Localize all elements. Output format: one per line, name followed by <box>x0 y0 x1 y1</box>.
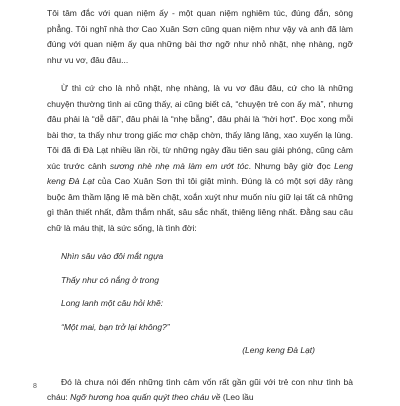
verse-line-3: Long lanh một câu hỏi khẽ: <box>61 298 164 308</box>
verse-line-4: “Một mai, bạn trở lại không?” <box>61 321 170 332</box>
verse-attribution: (Leng keng Đà Lạt) <box>242 345 315 355</box>
paragraph-3-text-b: (Leo lầu <box>220 392 254 402</box>
page-number: 8 <box>33 383 37 390</box>
paragraph-gap <box>47 68 353 81</box>
paragraph-2 <box>47 81 353 236</box>
paragraph-1 <box>47 6 353 68</box>
paragraph-2-italic-1: sương nhè nhẹ mà làm em ướt tóc <box>109 160 249 171</box>
verse-gap-top <box>47 236 353 249</box>
paragraph-2-text-a: Ừ thì cứ cho là nhỏ nhặt, nhẹ nhàng, là vu vơ đâu đâu, cứ cho là những chuyện thường tình ai cũng thấy, ai cũng biết cả, “chuyện trẻ con ấy mà”, nhưng đâu phải là “dễ dãi”, đâu phải là “nhẹ bẫng”, đâu phải là “hời hợt”. Đọc xong mỗi bài thơ, ta thấy như trong giấc mơ chập chờn, thấy lâng lâng, xao xuyến lạ lùng. Tôi đã đi Đà Lạt nhiều lần rồi, từ những ngày đầu tiên sau giải phóng, cũng cảm xúc trước cảnh <box>47 83 353 171</box>
paragraph-2-text-c: của Cao Xuân Sơn thì tôi giật mình. Đúng là có một sợi dây ràng buộc âm thầm lặng lẽ mà bền chặt, xoắn xuýt như muốn níu giữ lại tất cả những gì thân thiết nhất, đằm thắm nhất, sâu sắc nhất, thiêng liêng nhất. Đằng sau câu chữ là máu thịt, là sức sống, là tình đời: <box>47 176 353 233</box>
text-column <box>47 6 353 406</box>
verse-gap-bottom <box>47 359 353 375</box>
paragraph-3 <box>47 375 353 406</box>
paragraph-2-italic-2: Leng keng Đà Lạt <box>47 160 354 186</box>
paragraph-3-italic: Ngỡ hương hoa quấn quýt theo cháu về <box>70 392 221 402</box>
paragraph-1-text: Tôi tâm đắc với quan niệm ấy - một quan niệm nghiêm túc, đúng đắn, sòng phẳng. Tôi nghĩ nhà thơ Cao Xuân Sơn cũng quan niệm như vậy và anh đã làm đúng với quan niệm ấy qua những bài thơ ngỡ như nhỏ nhặt, nhẹ nhàng, ngỡ như vu vơ, đâu đâu... <box>47 8 353 65</box>
paragraph-3-text-a: Đó là chưa nói đến những tình cảm vốn rất gần gũi với trẻ con như tình bà cháu: <box>47 376 353 402</box>
paragraph-2-text-b: . Nhưng bây giờ đọc <box>248 160 335 171</box>
verse-line-1: Nhìn sâu vào đôi mắt ngựa <box>61 251 164 261</box>
verse-block <box>47 249 353 335</box>
verse-line-2: Thấy như có nắng ở trong <box>61 274 159 285</box>
